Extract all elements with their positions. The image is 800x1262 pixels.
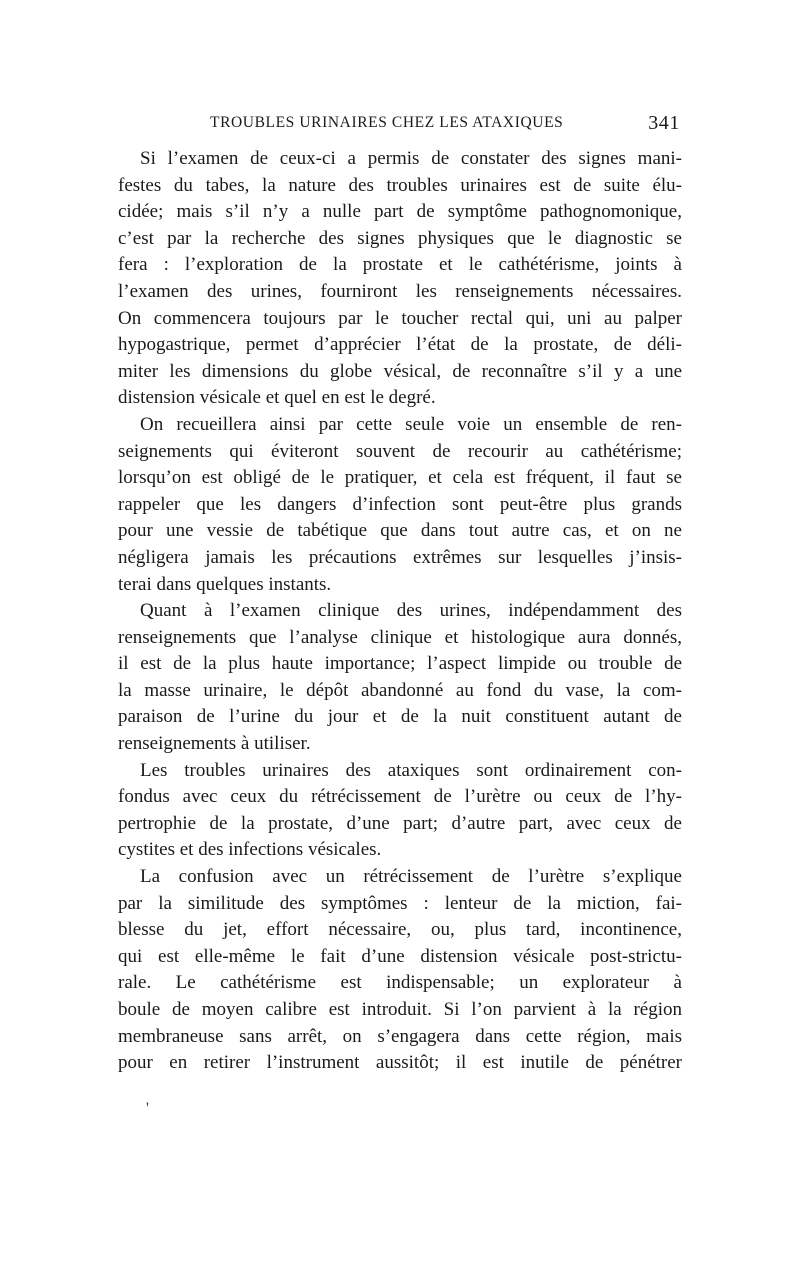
text-line: fondus avec ceux du rétrécissement de l’urètre ou ceux de l’hy- bbox=[118, 786, 682, 808]
body-text bbox=[118, 146, 682, 1077]
text-line: renseignements que l’analyse clinique et histologique aura donnés, bbox=[118, 626, 682, 648]
text-line: La confusion avec un rétrécissement de l’urètre s’explique bbox=[140, 866, 682, 888]
text-line: qui est elle-même le fait d’une distension vésicale post-strictu- bbox=[118, 945, 682, 967]
text-line: seignements qui éviteront souvent de recourir au cathétérisme; bbox=[118, 440, 682, 462]
text-line: négligera jamais les précautions extrêmes sur lesquelles j’insis- bbox=[118, 546, 682, 568]
paragraph-3 bbox=[118, 598, 682, 758]
text-line: membraneuse sans arrêt, on s’engagera dans cette région, mais bbox=[118, 1025, 682, 1047]
text-line: renseignements à utiliser. bbox=[118, 733, 311, 755]
text-line: pour en retirer l’instrument aussitôt; il est inutile de pénétrer bbox=[118, 1052, 682, 1074]
text-line: Si l’examen de ceux-ci a permis de constater des signes mani- bbox=[140, 148, 682, 169]
text-line: boule de moyen calibre est introduit. Si l’on parvient à la région bbox=[118, 999, 682, 1020]
text-line: rappeler que les dangers d’infection sont peut-être plus grands bbox=[118, 493, 682, 515]
stray-ink-mark: ' bbox=[146, 1100, 149, 1117]
text-line: l’examen des urines, fourniront les renseignements nécessaires. bbox=[118, 280, 682, 302]
text-line: il est de la plus haute importance; l’aspect limpide ou trouble de bbox=[118, 653, 682, 675]
text-line: festes du tabes, la nature des troubles urinaires est de suite élu- bbox=[118, 174, 682, 196]
text-line: la masse urinaire, le dépôt abandonné au fond du vase, la com- bbox=[118, 679, 682, 701]
text-line: paraison de l’urine du jour et de la nuit constituent autant de bbox=[118, 706, 682, 728]
text-line: distension vésicale et quel en est le degré. bbox=[118, 387, 436, 409]
text-line: terai dans quelques instants. bbox=[118, 573, 332, 595]
text-line: cystites et des infections vésicales. bbox=[118, 839, 382, 861]
running-title: TROUBLES URINAIRES CHEZ LES ATAXIQUES bbox=[210, 114, 564, 131]
text-line: c’est par la recherche des signes physiques que le diagnostic se bbox=[118, 227, 682, 249]
paragraph-1 bbox=[118, 146, 682, 412]
text-line: miter les dimensions du globe vésical, de reconnaître s’il y a une bbox=[118, 360, 682, 382]
text-line: pertrophie de la prostate, d’une part; d’autre part, avec ceux de bbox=[118, 812, 682, 834]
text-line: Les troubles urinaires des ataxiques sont ordinairement con- bbox=[140, 759, 682, 781]
paragraph-4 bbox=[118, 758, 682, 864]
paragraph-2 bbox=[118, 412, 682, 598]
text-line: cidée; mais s’il n’y a nulle part de symptôme pathognomonique, bbox=[118, 201, 682, 223]
text-line: pour une vessie de tabétique que dans tout autre cas, et on ne bbox=[118, 520, 682, 542]
text-line: On recueillera ainsi par cette seule voie un ensemble de ren- bbox=[140, 413, 682, 435]
running-head bbox=[118, 112, 682, 146]
text-line: Quant à l’examen clinique des urines, indépendamment des bbox=[140, 600, 682, 622]
text-line: lorsqu’on est obligé de le pratiquer, et cela est fréquent, il faut se bbox=[118, 467, 682, 489]
text-line: rale. Le cathétérisme est indispensable; un explorateur à bbox=[118, 972, 682, 994]
book-page bbox=[118, 112, 682, 1077]
text-line: hypogastrique, permet d’apprécier l’état de la prostate, de déli- bbox=[118, 334, 682, 356]
text-line: par la similitude des symptômes : lenteur de la miction, fai- bbox=[118, 892, 682, 914]
text-line: fera : l’exploration de la prostate et le cathétérisme, joints à bbox=[118, 254, 682, 276]
text-line: blesse du jet, effort nécessaire, ou, plus tard, incontinence, bbox=[118, 919, 682, 941]
page-number: 341 bbox=[648, 112, 680, 134]
text-line: On commencera toujours par le toucher rectal qui, uni au palper bbox=[118, 307, 682, 329]
paragraph-5 bbox=[118, 864, 682, 1077]
